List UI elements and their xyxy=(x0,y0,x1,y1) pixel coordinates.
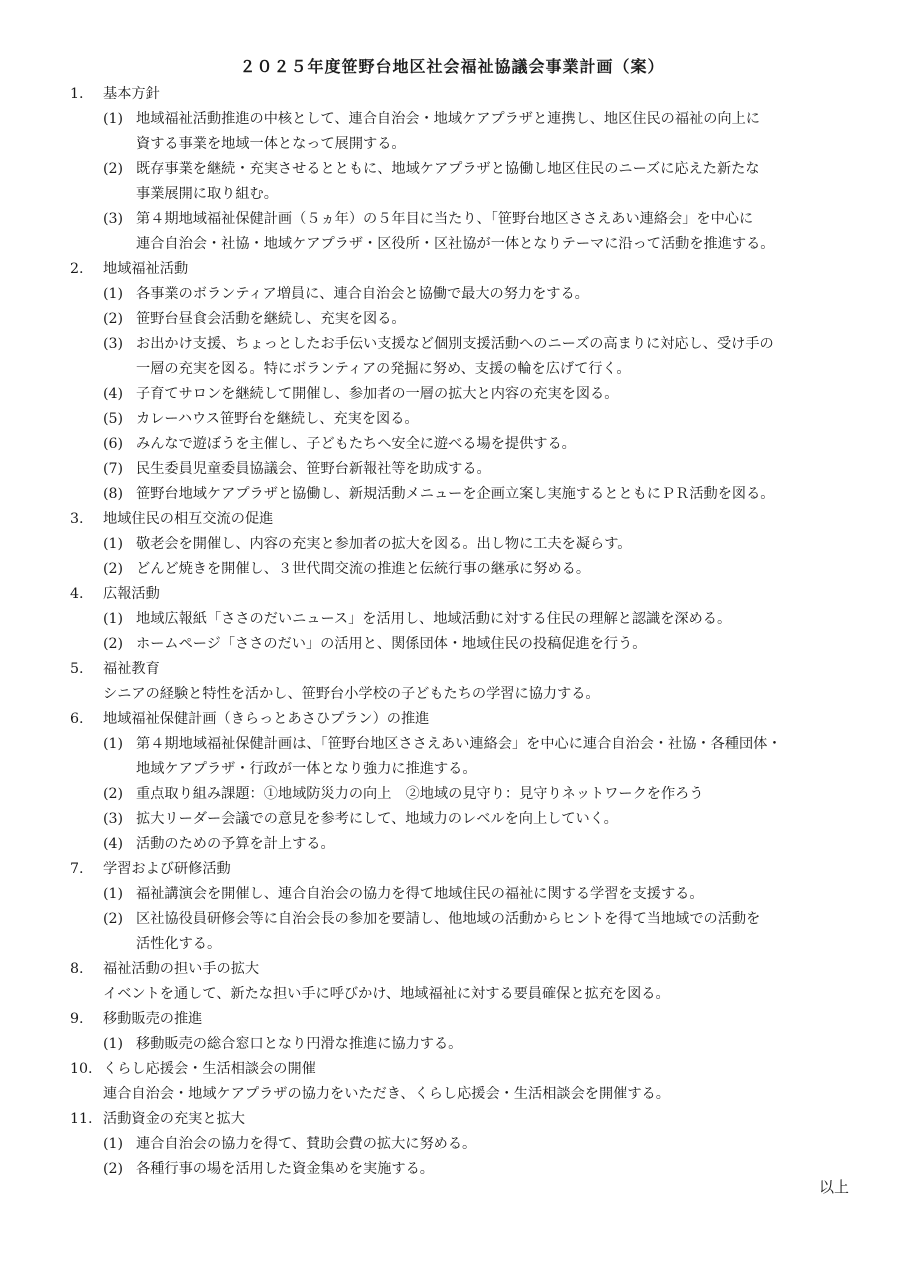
item-text: 各種行事の場を活用した資金集めを実施する。 xyxy=(136,1161,434,1177)
list-item xyxy=(0,607,904,632)
section-heading xyxy=(0,857,904,882)
item-number: (8) xyxy=(103,486,124,502)
item-number: (3) xyxy=(103,211,124,227)
list-item xyxy=(0,332,904,357)
list-item-continuation xyxy=(0,357,904,382)
list-item xyxy=(0,557,904,582)
item-text: ホームページ「ささのだい」の活用と、関係団体・地域住民の投稿促進を行う。 xyxy=(136,636,647,652)
list-item-continuation xyxy=(0,132,904,157)
section-heading xyxy=(0,82,904,107)
section-number: 4. xyxy=(70,586,84,602)
list-item xyxy=(0,407,904,432)
section-title: くらし応援会・生活相談会の開催 xyxy=(103,1061,316,1077)
section-title: 移動販売の推進 xyxy=(103,1011,203,1027)
item-text: 福祉講演会を開催し、連合自治会の協力を得て地域住民の福祉に関する学習を支援する。 xyxy=(136,886,704,902)
section-heading xyxy=(0,957,904,982)
section-number: 2. xyxy=(70,261,84,277)
item-text: 事業展開に取り組む。 xyxy=(136,186,278,202)
section-title: 学習および研修活動 xyxy=(103,861,231,877)
list-item-continuation xyxy=(0,932,904,957)
item-text: 重点取り組み課題：①地域防災力の向上 ②地域の見守り：見守りネットワークを作ろう xyxy=(136,786,704,802)
item-number: (1) xyxy=(103,536,124,552)
item-text: 地域福祉活動推進の中核として、連合自治会・地域ケアプラザと連携し、地区住民の福祉の向上に xyxy=(136,111,760,127)
list-item xyxy=(0,807,904,832)
list-item xyxy=(0,382,904,407)
list-item xyxy=(0,632,904,657)
list-item xyxy=(0,432,904,457)
plan-sections xyxy=(0,82,904,1182)
list-item xyxy=(0,1032,904,1057)
section-text: イベントを通して、新たな担い手に呼びかけ、地域福祉に対する要員確保と拡充を図る。 xyxy=(103,986,670,1002)
item-text: お出かけ支援、ちょっとしたお手伝い支援など個別支援活動へのニーズの高まりに対応し、受け手の xyxy=(136,336,774,352)
list-item xyxy=(0,307,904,332)
item-number: (6) xyxy=(103,436,124,452)
section-title: 地域住民の相互交流の促進 xyxy=(103,511,274,527)
item-number: (2) xyxy=(103,911,124,927)
item-text: 笹野台昼食会活動を継続し、充実を図る。 xyxy=(136,311,406,327)
section-number: 11. xyxy=(70,1111,93,1127)
item-text: 笹野台地域ケアプラザと協働し、新規活動メニューを企画立案し実施するとともにＰＲ活動を図る。 xyxy=(136,486,775,502)
item-number: (1) xyxy=(103,1136,124,1152)
item-number: (2) xyxy=(103,786,124,802)
item-text: 活動のための予算を計上する。 xyxy=(136,836,335,852)
list-item xyxy=(0,907,904,932)
section-title: 福祉活動の担い手の拡大 xyxy=(103,961,260,977)
section-heading xyxy=(0,1007,904,1032)
document-title: ２０２５年度笹野台地区社会福祉協議会事業計画（案） xyxy=(239,57,665,76)
item-text: 地域ケアプラザ・行政が一体となり強力に推進する。 xyxy=(136,761,477,777)
section-number: 6. xyxy=(70,711,84,727)
section-title: 基本方針 xyxy=(103,86,160,102)
section-number: 8. xyxy=(70,961,84,977)
list-item xyxy=(0,882,904,907)
item-text: みんなで遊ぼうを主催し、子どもたちへ安全に遊べる場を提供する。 xyxy=(136,436,576,452)
item-number: (1) xyxy=(103,886,124,902)
list-item xyxy=(0,1157,904,1182)
item-text: 一層の充実を図る。特にボランティアの発掘に努め、支援の輪を広げて行く。 xyxy=(136,361,631,377)
list-item xyxy=(0,282,904,307)
closing-remark: 以上 xyxy=(818,1178,849,1196)
item-number: (1) xyxy=(103,736,124,752)
item-number: (3) xyxy=(103,811,124,827)
item-number: (4) xyxy=(103,386,124,402)
item-text: 各事業のボランティア増員に、連合自治会と協働で最大の努力をする。 xyxy=(136,286,589,302)
item-number: (2) xyxy=(103,311,124,327)
section-title: 地域福祉保健計画（きらっとあさひプラン）の推進 xyxy=(103,711,430,727)
item-text: 民生委員児童委員協議会、笹野台新報社等を助成する。 xyxy=(136,461,491,477)
item-number: (2) xyxy=(103,161,124,177)
section-title: 地域福祉活動 xyxy=(103,261,189,277)
list-item xyxy=(0,832,904,857)
item-number: (2) xyxy=(103,636,124,652)
section-body xyxy=(0,1082,904,1107)
item-text: 拡大リーダー会議での意見を参考にして、地域力のレベルを向上していく。 xyxy=(136,811,618,827)
section-number: 7. xyxy=(70,861,84,877)
list-item xyxy=(0,532,904,557)
section-heading xyxy=(0,1057,904,1082)
list-item-continuation xyxy=(0,232,904,257)
section-number: 9. xyxy=(70,1011,84,1027)
item-text: 活性化する。 xyxy=(136,936,222,952)
list-item-continuation xyxy=(0,182,904,207)
section-heading xyxy=(0,507,904,532)
item-text: 区社協役員研修会等に自治会長の参加を要請し、他地域の活動からヒントを得て当地域での活動を xyxy=(136,911,761,927)
item-text: 地域広報紙「ささのだいニュース」を活用し、地域活動に対する住民の理解と認識を深める。 xyxy=(136,611,732,627)
section-heading xyxy=(0,707,904,732)
section-heading xyxy=(0,582,904,607)
item-text: 敬老会を開催し、内容の充実と参加者の拡大を図る。出し物に工夫を凝らす。 xyxy=(136,536,632,552)
section-heading xyxy=(0,657,904,682)
item-number: (3) xyxy=(103,336,124,352)
item-text: 資する事業を地域一体となって展開する。 xyxy=(136,136,406,152)
list-item-continuation xyxy=(0,757,904,782)
item-number: (2) xyxy=(103,1161,124,1177)
item-text: 連合自治会・社協・地域ケアプラザ・区役所・区社協が一体となりテーマに沿って活動を推進する。 xyxy=(136,236,775,252)
section-heading xyxy=(0,1107,904,1132)
item-number: (4) xyxy=(103,836,124,852)
section-title: 広報活動 xyxy=(103,586,160,602)
item-number: (2) xyxy=(103,561,124,577)
item-text: カレーハウス笹野台を継続し、充実を図る。 xyxy=(136,411,419,427)
item-text: 移動販売の総合窓口となり円滑な推進に協力する。 xyxy=(136,1036,463,1052)
item-text: 第４期地域福祉保健計画は、「笹野台地区ささえあい連絡会」を中心に連合自治会・社協・各種団体・ xyxy=(136,736,782,752)
list-item xyxy=(0,157,904,182)
item-number: (1) xyxy=(103,111,124,127)
item-text: 既存事業を継続・充実させるとともに、地域ケアプラザと協働し地区住民のニーズに応えた新たな xyxy=(136,161,760,177)
item-number: (7) xyxy=(103,461,124,477)
list-item xyxy=(0,207,904,232)
list-item xyxy=(0,482,904,507)
section-body xyxy=(0,982,904,1007)
section-text: シニアの経験と特性を活かし、笹野台小学校の子どもたちの学習に協力する。 xyxy=(103,686,600,702)
item-text: 連合自治会の協力を得て、賛助会費の拡大に努める。 xyxy=(136,1136,477,1152)
list-item xyxy=(0,107,904,132)
section-body xyxy=(0,682,904,707)
section-title: 活動資金の充実と拡大 xyxy=(103,1111,245,1127)
list-item xyxy=(0,457,904,482)
list-item xyxy=(0,1132,904,1157)
section-text: 連合自治会・地域ケアプラザの協力をいただき、くらし応援会・生活相談会を開催する。 xyxy=(103,1086,670,1102)
item-number: (5) xyxy=(103,411,124,427)
item-text: 第４期地域福祉保健計画（５ヵ年）の５年目に当たり、「笹野台地区ささえあい連絡会」を中心に xyxy=(136,211,754,227)
section-heading xyxy=(0,257,904,282)
list-item xyxy=(0,782,904,807)
section-number: 3. xyxy=(70,511,84,527)
item-number: (1) xyxy=(103,611,124,627)
section-number: 10. xyxy=(70,1061,93,1077)
item-text: 子育てサロンを継続して開催し、参加者の一層の拡大と内容の充実を図る。 xyxy=(136,386,619,402)
item-text: どんど焼きを開催し、３世代間交流の推進と伝統行事の継承に努める。 xyxy=(136,561,591,577)
item-number: (1) xyxy=(103,1036,124,1052)
list-item xyxy=(0,732,904,757)
item-number: (1) xyxy=(103,286,124,302)
section-title: 福祉教育 xyxy=(103,661,160,677)
section-number: 5. xyxy=(70,661,84,677)
section-number: 1. xyxy=(70,86,84,102)
